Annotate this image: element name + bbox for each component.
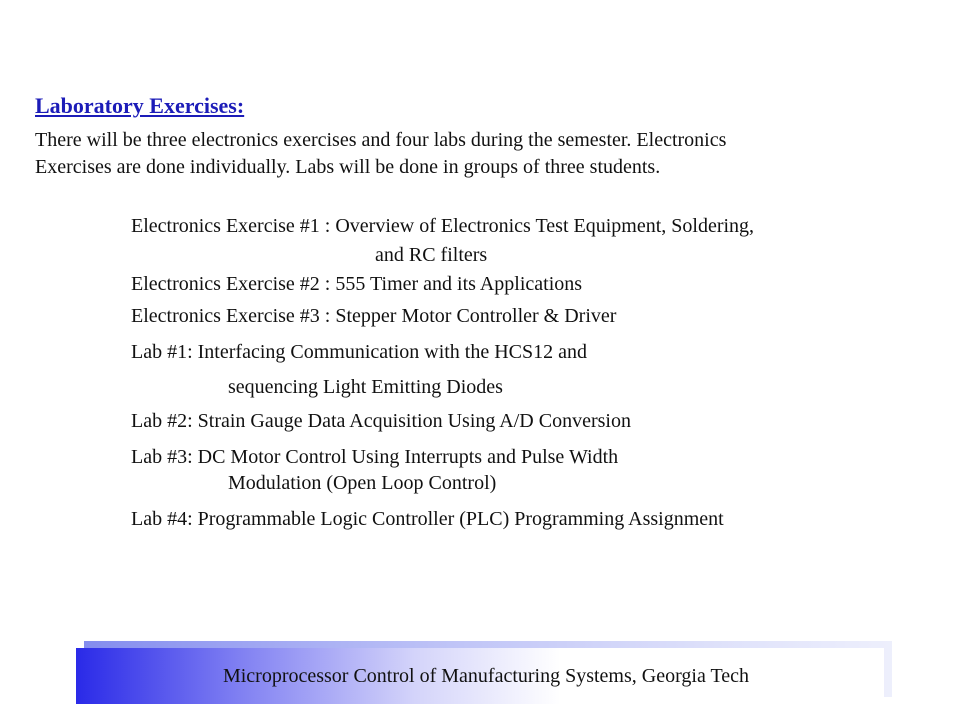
footer-text: Microprocessor Control of Manufacturing Systems, Georgia Tech [222, 664, 750, 687]
lab-3-continuation: Modulation (Open Loop Control) [228, 472, 497, 494]
exercise-2-line: Electronics Exercise #2 : 555 Timer and its Applications [131, 273, 583, 295]
lab-2-line: Lab #2: Strain Gauge Data Acquisition Using A/D Conversion [131, 410, 631, 432]
intro-line: Exercises are done individually. Labs will be done in groups of three students. [35, 156, 661, 178]
section-heading: Laboratory Exercises: [35, 93, 245, 118]
lab-3-line: Lab #3: DC Motor Control Using Interrupts and Pulse Width [131, 446, 619, 468]
lab-1-continuation: sequencing Light Emitting Diodes [228, 376, 503, 398]
exercise-3-line: Electronics Exercise #3 : Stepper Motor Controller & Driver [131, 305, 617, 327]
lab-1-line: Lab #1: Interfacing Communication with the HCS12 and [131, 341, 588, 363]
exercise-1-line: Electronics Exercise #1 : Overview of Electronics Test Equipment, Soldering, [131, 215, 755, 237]
lab-4-line: Lab #4: Programmable Logic Controller (PLC) Programming Assignment [131, 508, 724, 530]
footer-banner [76, 648, 884, 704]
intro-paragraph [35, 127, 935, 181]
intro-line: There will be three electronics exercises and four labs during the semester. Electronics [35, 129, 727, 151]
exercise-1-continuation: and RC filters [375, 244, 488, 266]
